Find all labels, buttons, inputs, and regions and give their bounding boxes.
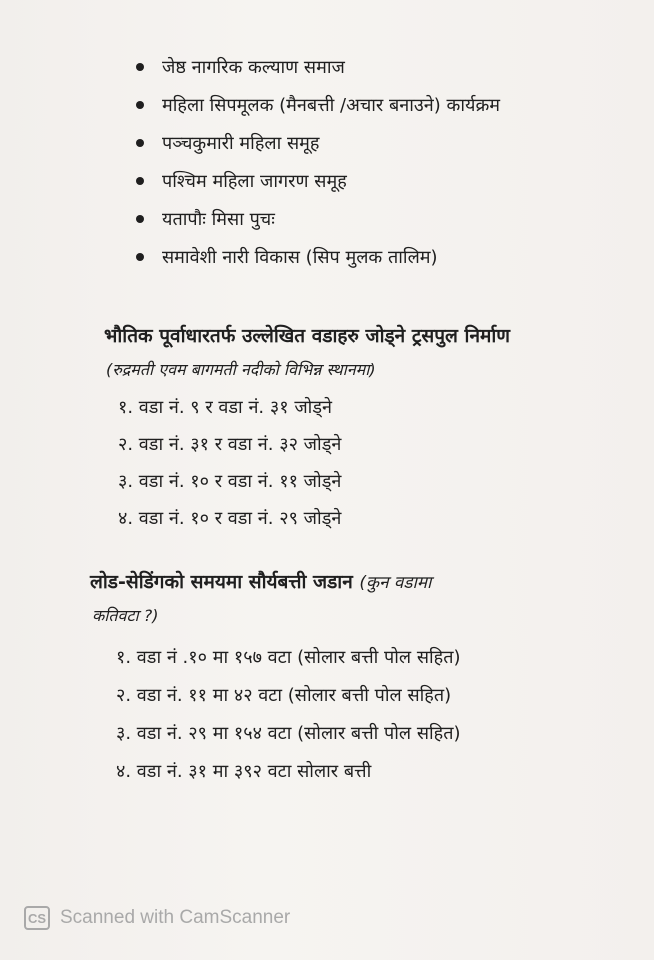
bullet-dot [136,253,144,261]
bullet-text: यतापौः मिसा पुचः [162,209,275,230]
list-item: २. वडा नं. ३१ र वडा नं. ३२ जोड्ने [118,433,342,455]
bullet-text: जेष्ठ नागरिक कल्याण समाज [162,57,345,78]
bullet-dot [136,215,144,223]
list-item: २. वडा नं. ११ मा ४२ वटा (सोलार बत्ती पोल सहित) [116,685,452,706]
list-item: ४. वडा नं. १० र वडा नं. २९ जोड्ने [118,507,342,529]
bullet-dot [136,139,144,147]
bullet-text: पञ्चकुमारी महिला समूह [162,133,320,154]
list-item [136,238,636,276]
list-item [136,86,636,124]
bullet-text: समावेशी नारी विकास (सिप मुलक तालिम) [162,247,438,268]
list-item [136,162,636,200]
list-item: १. वडा नं. ९ र वडा नं. ३१ जोड्ने [118,396,332,418]
bullet-dot [136,177,144,185]
list-item: ४. वडा नं. ३१ मा ३९२ वटा सोलार बत्ती [116,761,372,782]
list-item [136,48,636,86]
list-item [136,200,636,238]
bullet-text: महिला सिपमूलक (मैनबत्ती /अचार बनाउने) कार्यक्रम [162,95,501,116]
camscanner-logo-icon: CS [24,906,50,930]
bullet-list [136,48,636,276]
section1-subnote: (रुद्रमती एवम बागमती नदीको विभिन्न स्थानमा) [106,360,376,379]
list-item: १. वडा नं .१० मा १५७ वटा (सोलार बत्ती पोल सहित) [116,647,461,668]
section2-list [116,638,461,790]
section2-heading-text: लोड-सेडिंगको समयमा सौर्यबत्ती जडान [90,571,353,593]
bullet-text: पश्चिम महिला जागरण समूह [162,171,347,192]
section1-heading: भौतिक पूर्वाधारतर्फ उल्लेखित वडाहरु जोड्ने ट्रसपुल निर्माण [104,325,511,347]
section2-heading-note: (कुन वडामा [359,573,432,593]
list-item: ३. वडा नं. २९ मा १५४ वटा (सोलार बत्ती पोल सहित) [116,723,461,744]
section2-heading [90,568,431,594]
bullet-dot [136,63,144,71]
list-item: ३. वडा नं. १० र वडा नं. ११ जोड्ने [118,470,342,492]
camscanner-watermark [24,906,290,930]
section1-list [118,388,341,536]
bullet-dot [136,101,144,109]
list-item [136,124,636,162]
watermark-text: Scanned with CamScanner [60,907,291,928]
section2-subnote: कतिवटा ?) [92,606,159,625]
